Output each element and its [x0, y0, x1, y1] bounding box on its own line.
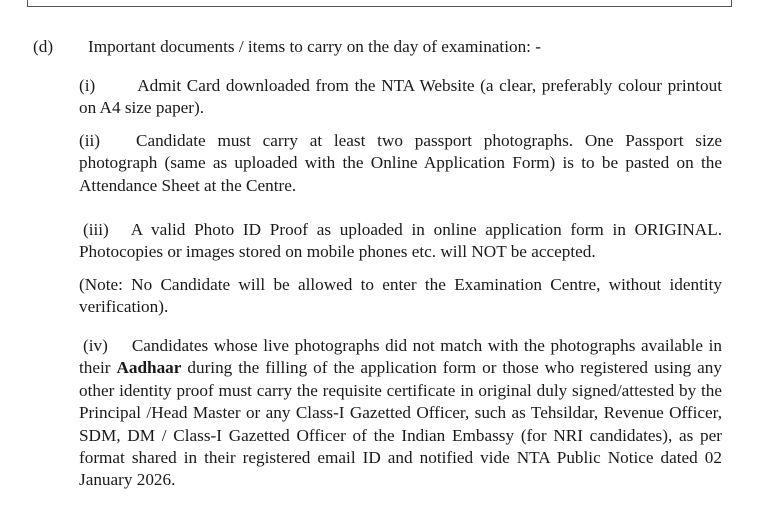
section-heading [33, 36, 541, 58]
item-text: A valid Photo ID Proof as uploaded in online application form in ORIGINAL. Photocopies or images stored on mobile phones etc. will NOT be accepted. [79, 220, 722, 262]
list-item-i [79, 75, 722, 120]
note-text: (Note: No Candidate will be allowed to enter the Examination Centre, without identity verification). [79, 275, 722, 317]
item-number: (iii) [83, 220, 109, 239]
section-heading-text: Important documents / items to carry on the day of examination: - [88, 37, 541, 56]
item-number: (ii) [79, 131, 100, 150]
list-item-ii [79, 130, 722, 197]
item-text: Candidate must carry at least two passport photographs. One Passport size photograph (same as uploaded with the Online Application Form) is to be pasted on the Attendance Sheet at the Centre. [79, 131, 722, 195]
item-text-before: Candidates whose live photographs did not match with the photographs available in their [79, 336, 722, 378]
list-item-iv [79, 335, 722, 492]
item-text-after: during the filling of the application form or those who registered using any other identity proof must carry the requisite certificate in original duly signed/attested by the Principal /Head Master or any Class-I Gazetted Officer, such as Tehsildar, Revenue Officer, SDM, DM / Class-I Gazetted Officer of the Indian Embassy (for NRI candidates), as per format shared in their registered email ID and notified vide NTA Public Notice dated 02 January 2026. [79, 358, 722, 490]
top-bordered-box [27, 0, 732, 7]
section-label: (d) [33, 37, 54, 56]
item-text: Admit Card downloaded from the NTA Website (a clear, preferably colour printout on A4 size paper). [79, 76, 722, 118]
item-number: (iv) [83, 336, 108, 355]
list-item-iii [79, 219, 722, 264]
item-number: (i) [79, 76, 96, 95]
note-item [79, 274, 722, 319]
aadhaar-bold-text: Aadhaar [116, 358, 182, 378]
